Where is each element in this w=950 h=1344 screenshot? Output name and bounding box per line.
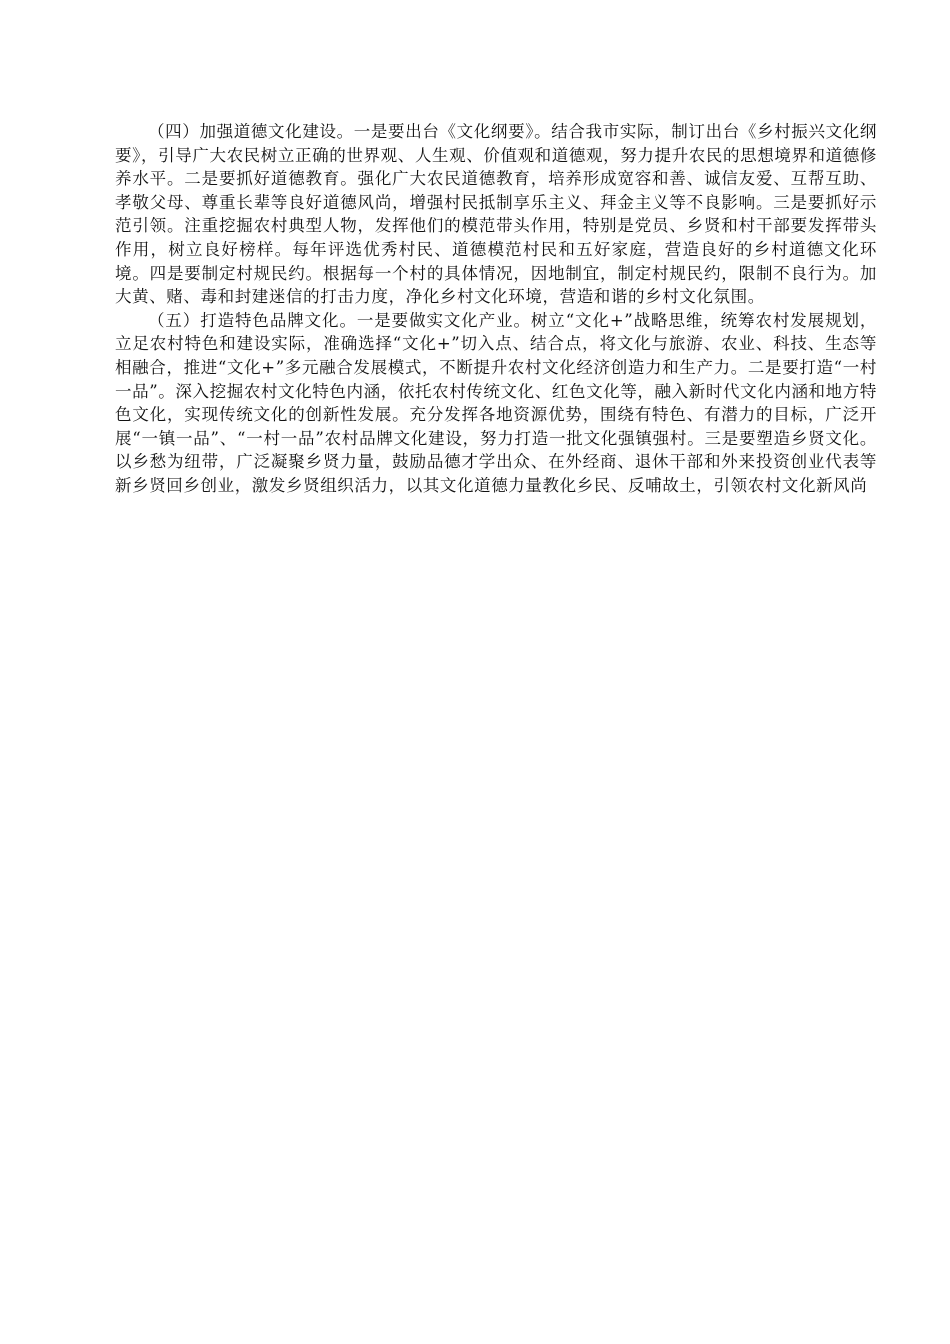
document-body: [115, 120, 877, 498]
paragraph-brand-culture: （五）打造特色品牌文化。一是要做实文化产业。树立“文化+”战略思维，统筹农村发展规划，立足农村特色和建设实际，准确选择“文化+”切入点、结合点，将文化与旅游、农业、科技、生态等相融合，推进“文化+”多元融合发展模式，不断提升农村文化经济创造力和生产力。二是要打造“一村一品”。深入挖掘农村文化特色内涵，依托农村传统文化、红色文化等，融入新时代文化内涵和地方特色文化，实现传统文化的创新性发展。充分发挥各地资源优势，围绕有特色、有潜力的目标，广泛开展“一镇一品”、“一村一品”农村品牌文化建设，努力打造一批文化强镇强村。三是要塑造乡贤文化。以乡愁为纽带，广泛凝聚乡贤力量，鼓励品德才学出众、在外经商、退休干部和外来投资创业代表等新乡贤回乡创业，激发乡贤组织活力，以其文化道德力量教化乡民、反哺故土，引领农村文化新风尚: [115, 310, 877, 495]
paragraph-moral-culture: （四）加强道德文化建设。一是要出台《文化纲要》。结合我市实际，制订出台《乡村振兴文化纲要》，引导广大农民树立正确的世界观、人生观、价值观和道德观，努力提升农民的思想境界和道德修养水平。二是要抓好道德教育。强化广大农民道德教育，培养形成宽容和善、诚信友爱、互帮互助、孝敬父母、尊重长辈等良好道德风尚，增强村民抵制享乐主义、拜金主义等不良影响。三是要抓好示范引领。注重挖掘农村典型人物，发挥他们的模范带头作用，特别是党员、乡贤和村干部要发挥带头作用，树立良好榜样。每年评选优秀村民、道德模范村民和五好家庭，营造良好的乡村道德文化环境。四是要制定村规民约。根据每一个村的具体情况，因地制宜，制定村规民约，限制不良行为。加大黄、赌、毒和封建迷信的打击力度，净化乡村文化环境，营造和谐的乡村文化氛围。: [115, 122, 877, 307]
